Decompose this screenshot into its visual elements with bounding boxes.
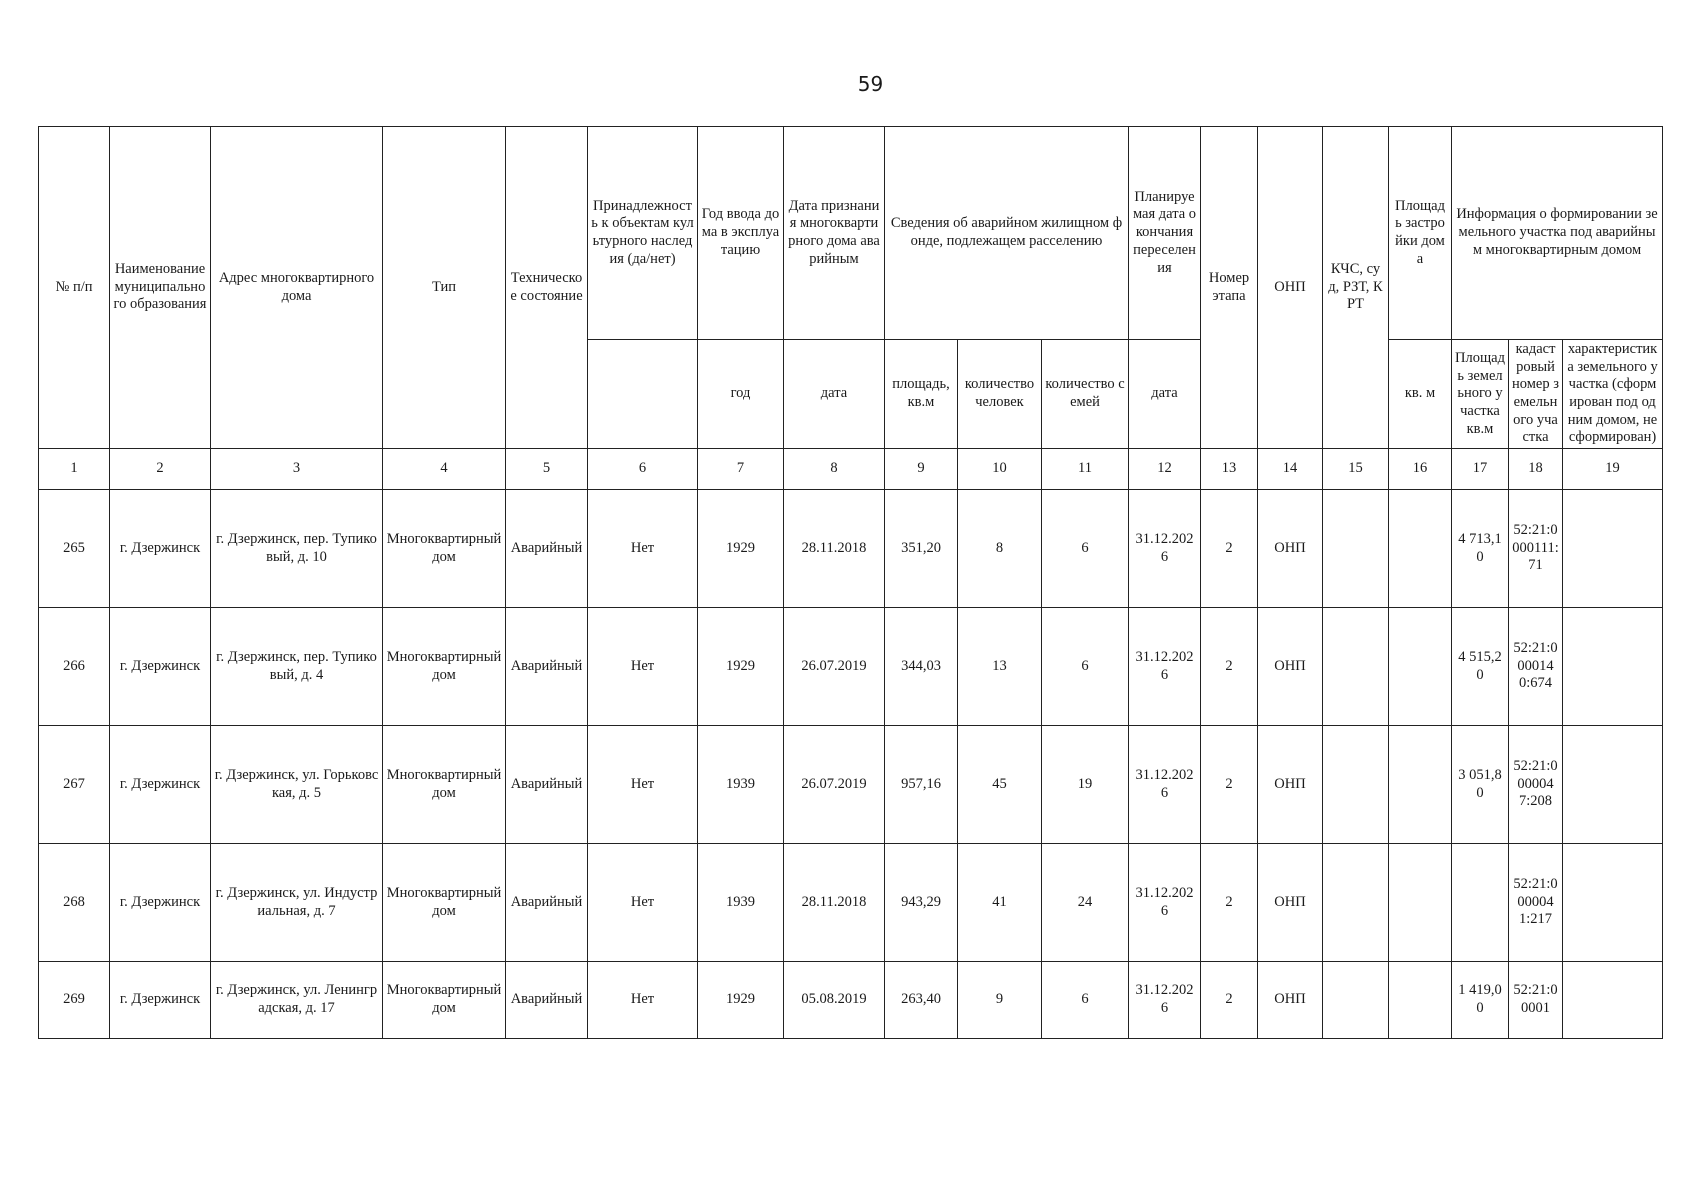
land-area-cell: 4 515,20 — [1452, 608, 1509, 726]
land-area-unit: кв.м — [1466, 420, 1494, 437]
built-area-cell — [1389, 726, 1452, 844]
families-cell: 24 — [1042, 844, 1129, 962]
column-number: 12 — [1129, 449, 1201, 490]
onp-cell: ОНП — [1258, 608, 1323, 726]
stage-cell: 2 — [1201, 608, 1258, 726]
subheader-people: количество человек — [958, 340, 1042, 449]
column-number: 3 — [211, 449, 383, 490]
heritage-cell: Нет — [588, 844, 698, 962]
planned-date-cell: 31.12.2026 — [1129, 726, 1201, 844]
header-type: Тип — [383, 127, 506, 449]
kchs-cell — [1323, 962, 1389, 1039]
header-number: № п/п — [39, 127, 110, 449]
stage-cell: 2 — [1201, 844, 1258, 962]
land-char-cell — [1563, 608, 1663, 726]
subheader-year: год — [698, 340, 784, 449]
table-row — [39, 844, 1663, 962]
planned-date-cell: 31.12.2026 — [1129, 962, 1201, 1039]
land-area-cell: 3 051,80 — [1452, 726, 1509, 844]
column-number: 19 — [1563, 449, 1663, 490]
table-row — [39, 490, 1663, 608]
area-cell: 263,40 — [885, 962, 958, 1039]
municipality-cell: г. Дзержинск — [110, 490, 211, 608]
column-number: 15 — [1323, 449, 1389, 490]
column-number: 18 — [1509, 449, 1563, 490]
page-number: 59 — [857, 72, 884, 96]
land-area-cell: 1 419,00 — [1452, 962, 1509, 1039]
onp-cell: ОНП — [1258, 490, 1323, 608]
row-number: 268 — [39, 844, 110, 962]
stage-cell: 2 — [1201, 726, 1258, 844]
year-cell: 1929 — [698, 490, 784, 608]
table-row — [39, 726, 1663, 844]
land-area-cell: 4 713,10 — [1452, 490, 1509, 608]
people-cell: 45 — [958, 726, 1042, 844]
condition-cell: Аварийный — [506, 608, 588, 726]
condition-cell: Аварийный — [506, 844, 588, 962]
row-number: 265 — [39, 490, 110, 608]
kchs-cell — [1323, 490, 1389, 608]
row-number: 267 — [39, 726, 110, 844]
column-number: 14 — [1258, 449, 1323, 490]
subheader-families: количество семей — [1042, 340, 1129, 449]
address-cell: г. Дзержинск, ул. Горьковская, д. 5 — [211, 726, 383, 844]
type-cell: Многоквартирный дом — [383, 490, 506, 608]
header-onp: ОНП — [1258, 127, 1323, 449]
built-area-cell — [1389, 844, 1452, 962]
address-cell: г. Дзержинск, ул. Индустриальная, д. 7 — [211, 844, 383, 962]
housing-registry-table — [38, 126, 1663, 1039]
header-condition: Техническое состояние — [506, 127, 588, 449]
land-char-cell — [1563, 726, 1663, 844]
condition-cell: Аварийный — [506, 490, 588, 608]
date-recognized-cell: 28.11.2018 — [784, 490, 885, 608]
column-number-row — [39, 449, 1663, 490]
kchs-cell — [1323, 726, 1389, 844]
type-cell: Многоквартирный дом — [383, 608, 506, 726]
subheader-land-char: характеристика земельного участка (сформирован под одним домом, не сформирован) — [1563, 340, 1663, 449]
header-heritage: Принадлежность к объектам культурного наследия (да/нет) — [588, 127, 698, 340]
column-number: 9 — [885, 449, 958, 490]
column-number: 2 — [110, 449, 211, 490]
land-area-label: Площадь земельного участка — [1455, 349, 1505, 419]
area-cell: 943,29 — [885, 844, 958, 962]
header-stage: Номер этапа — [1201, 127, 1258, 449]
heritage-cell: Нет — [588, 608, 698, 726]
row-number: 269 — [39, 962, 110, 1039]
column-number: 5 — [506, 449, 588, 490]
onp-cell: ОНП — [1258, 962, 1323, 1039]
header-year: Год ввода дома в эксплуатацию — [698, 127, 784, 340]
planned-date-cell: 31.12.2026 — [1129, 490, 1201, 608]
families-cell: 6 — [1042, 962, 1129, 1039]
municipality-cell: г. Дзержинск — [110, 844, 211, 962]
year-cell: 1929 — [698, 962, 784, 1039]
year-cell: 1939 — [698, 726, 784, 844]
municipality-cell: г. Дзержинск — [110, 726, 211, 844]
type-cell: Многоквартирный дом — [383, 726, 506, 844]
address-cell: г. Дзержинск, пер. Тупиковый, д. 10 — [211, 490, 383, 608]
header-kchs: КЧС, суд, РЗТ, КРТ — [1323, 127, 1389, 449]
people-cell: 8 — [958, 490, 1042, 608]
subheader-built-area: кв. м — [1389, 340, 1452, 449]
column-number: 6 — [588, 449, 698, 490]
column-number: 7 — [698, 449, 784, 490]
kchs-cell — [1323, 608, 1389, 726]
column-number: 17 — [1452, 449, 1509, 490]
subheader-land-area — [1452, 340, 1509, 449]
kchs-cell — [1323, 844, 1389, 962]
row-number: 266 — [39, 608, 110, 726]
built-area-cell — [1389, 962, 1452, 1039]
column-number: 11 — [1042, 449, 1129, 490]
built-area-cell — [1389, 608, 1452, 726]
area-cell: 351,20 — [885, 490, 958, 608]
area-cell: 957,16 — [885, 726, 958, 844]
municipality-cell: г. Дзержинск — [110, 962, 211, 1039]
heritage-cell: Нет — [588, 490, 698, 608]
header-date-recognized: Дата признания многоквартирного дома аварийным — [784, 127, 885, 340]
built-area-cell — [1389, 490, 1452, 608]
column-number: 4 — [383, 449, 506, 490]
date-recognized-cell: 05.08.2019 — [784, 962, 885, 1039]
header-planned-date: Планируемая дата окончания переселения — [1129, 127, 1201, 340]
subheader-cadastral: кадастровый номер земельного участка — [1509, 340, 1563, 449]
land-char-cell — [1563, 844, 1663, 962]
header-municipality: Наименование муниципального образования — [110, 127, 211, 449]
subheader-planned-date: дата — [1129, 340, 1201, 449]
condition-cell: Аварийный — [506, 726, 588, 844]
onp-cell: ОНП — [1258, 844, 1323, 962]
header-address: Адрес многоквартирного дома — [211, 127, 383, 449]
land-char-cell — [1563, 490, 1663, 608]
families-cell: 19 — [1042, 726, 1129, 844]
column-number: 16 — [1389, 449, 1452, 490]
families-cell: 6 — [1042, 608, 1129, 726]
header-land-info: Информация о формировании земельного участка под аварийным многоквартирным домом — [1452, 127, 1663, 340]
municipality-cell: г. Дзержинск — [110, 608, 211, 726]
stage-cell: 2 — [1201, 490, 1258, 608]
cadastral-cell: 52:21:0000047:208 — [1509, 726, 1563, 844]
subheader-heritage-empty — [588, 340, 698, 449]
type-cell: Многоквартирный дом — [383, 844, 506, 962]
table-row — [39, 608, 1663, 726]
cadastral-cell: 52:21:0000111:71 — [1509, 490, 1563, 608]
table-row — [39, 962, 1663, 1039]
year-cell: 1929 — [698, 608, 784, 726]
heritage-cell: Нет — [588, 962, 698, 1039]
date-recognized-cell: 26.07.2019 — [784, 726, 885, 844]
column-number: 8 — [784, 449, 885, 490]
date-recognized-cell: 26.07.2019 — [784, 608, 885, 726]
header-emergency-fund: Сведения об аварийном жилищном фонде, подлежащем расселению — [885, 127, 1129, 340]
subheader-area: площадь, кв.м — [885, 340, 958, 449]
header-row — [39, 127, 1663, 340]
condition-cell: Аварийный — [506, 962, 588, 1039]
header-built-area: Площадь застройки дома — [1389, 127, 1452, 340]
people-cell: 9 — [958, 962, 1042, 1039]
families-cell: 6 — [1042, 490, 1129, 608]
type-cell: Многоквартирный дом — [383, 962, 506, 1039]
cadastral-cell: 52:21:0000041:217 — [1509, 844, 1563, 962]
column-number: 1 — [39, 449, 110, 490]
cadastral-cell: 52:21:0000140:674 — [1509, 608, 1563, 726]
year-cell: 1939 — [698, 844, 784, 962]
date-recognized-cell: 28.11.2018 — [784, 844, 885, 962]
subheader-date: дата — [784, 340, 885, 449]
land-char-cell — [1563, 962, 1663, 1039]
planned-date-cell: 31.12.2026 — [1129, 608, 1201, 726]
planned-date-cell: 31.12.2026 — [1129, 844, 1201, 962]
address-cell: г. Дзержинск, пер. Тупиковый, д. 4 — [211, 608, 383, 726]
onp-cell: ОНП — [1258, 726, 1323, 844]
stage-cell: 2 — [1201, 962, 1258, 1039]
column-number: 10 — [958, 449, 1042, 490]
column-number: 13 — [1201, 449, 1258, 490]
area-cell: 344,03 — [885, 608, 958, 726]
land-area-cell — [1452, 844, 1509, 962]
cadastral-cell: 52:21:00001 — [1509, 962, 1563, 1039]
address-cell: г. Дзержинск, ул. Ленинградская, д. 17 — [211, 962, 383, 1039]
people-cell: 41 — [958, 844, 1042, 962]
heritage-cell: Нет — [588, 726, 698, 844]
people-cell: 13 — [958, 608, 1042, 726]
